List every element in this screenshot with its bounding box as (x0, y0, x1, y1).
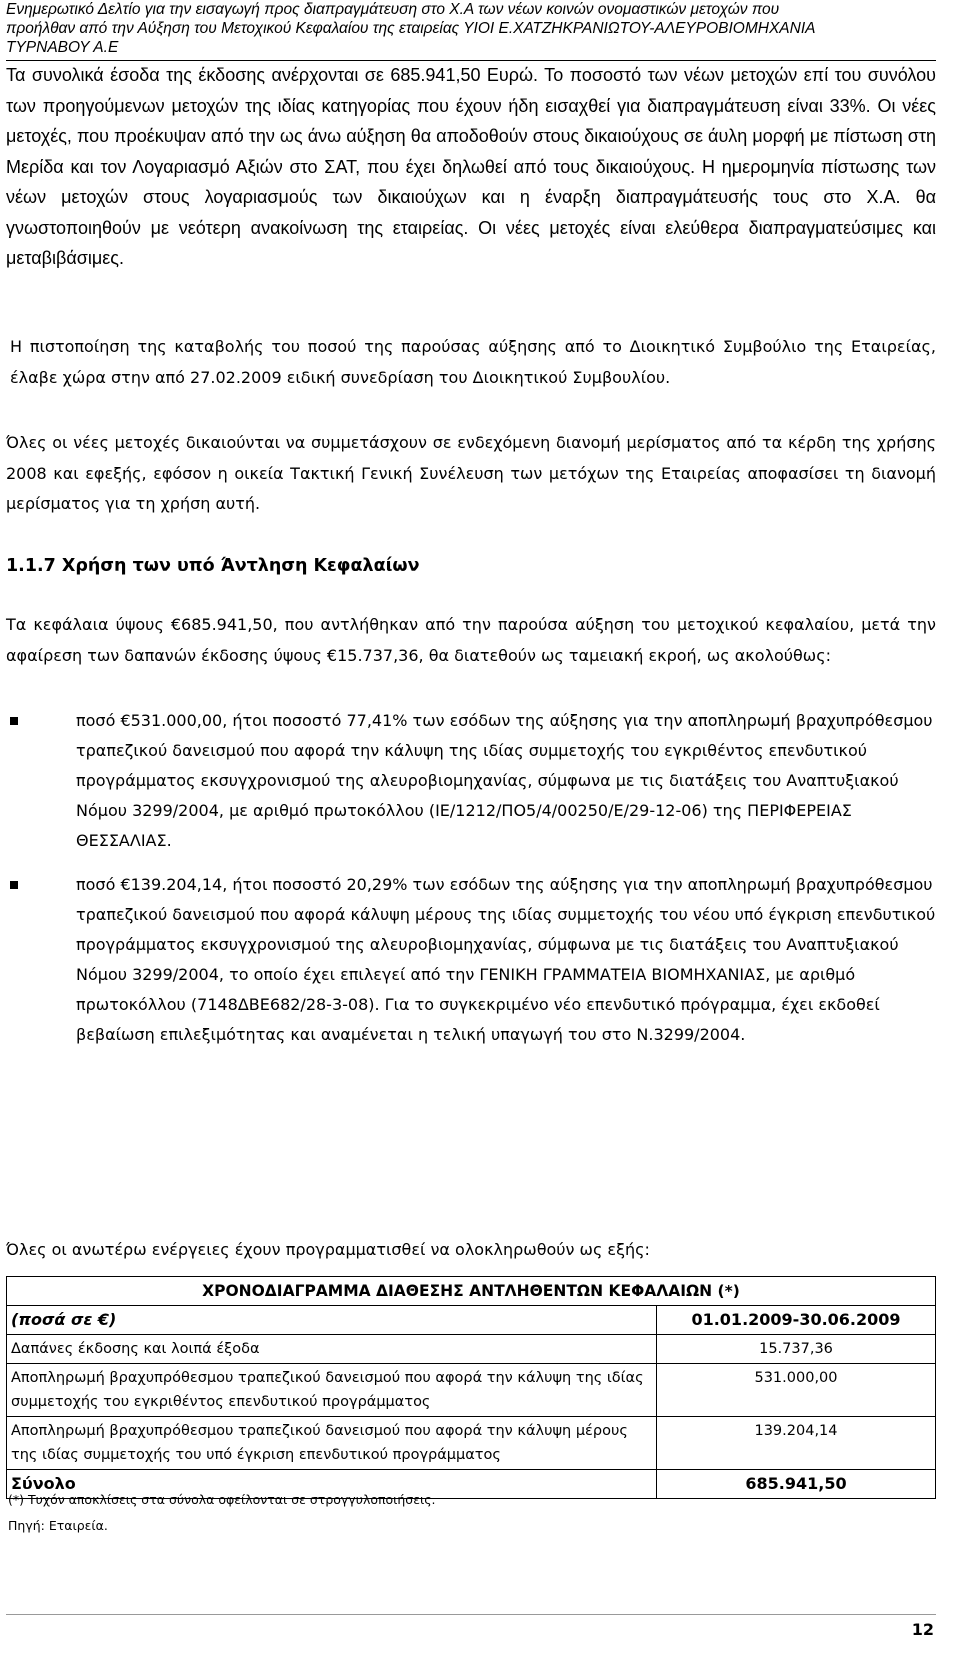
table-row (7, 1417, 936, 1470)
paragraph-issue-proceeds: Τα συνολικά έσοδα της έκδοσης ανέρχονται σε 685.941,50 Ευρώ. Το ποσοστό των νέων μετοχών επί του συνόλου των προηγούμενων μετοχών της ιδίας κατηγορίας που έχουν ήδη εισαχθεί για διαπραγμάτευση είναι 33%. Οι νέες μετοχές, που προέκυψαν από την ως άνω αύξηση θα αποδοθούν στους δικαιούχους σε άυλη μορφή με πίστωση στη Μερίδα και τον Λογαριασμό Αξιών στο ΣΑΤ, που έχει δηλωθεί από τους δικαιούχους. Η ημερομηνία πίστωσης των νέων μετοχών στους λογαριασμούς των δικαιούχων και η έναρξη διαπραγμάτευσής τους στο Χ.Α. θα γνωστοποιηθούν με νεότερη ανακοίνωση της εταιρείας. Οι νέες μετοχές είναι ελεύθερα διαπραγματεύσιμες και μεταβιβάσιμες. (6, 65, 936, 268)
row-label: Αποπληρωμή βραχυπρόθεσμου τραπεζικού δανεισμού που αφορά την κάλυψη της ιδίας συμμετοχής του εγκριθέντος επενδυτικού προγράμματος (7, 1364, 657, 1417)
header-line-2: προήλθαν από την Αύξηση του Μετοχικού Κεφαλαίου της εταιρείας ΥΙΟΙ Ε.ΧΑΤΖΗΚΡΑΝΙΩΤΟΥ-ΑΛΕΥΡΟΒΙΟΜΗΧΑΝΙΑ (6, 20, 816, 37)
header-line-1: Ενημερωτικό Δελτίο για την εισαγωγή προς διαπραγμάτευση στο Χ.Α των νέων κοινών ονομαστικών μετοχών που (6, 1, 780, 18)
list-item-text: ποσό €139.204,14, ήτοι ποσοστό 20,29% των εσόδων της αύξησης για την αποπληρωμή βραχυπρόθεσμου τραπεζικού δανεισμού που αφορά κάλυψη μέρους της ιδίας συμμετοχής του νέου υπό έγκριση επενδυτικού προγράμματος εκσυγχρονισμού της αλευροβιομηχανίας, σύμφωνα με τις διατάξεις του Αναπτυξιακού Νόμου 3299/2004, το οποίο έχει επιλεγεί από την ΓΕΝΙΚΗ ΓΡΑΜΜΑΤΕΙΑ ΒΙΟΜΗΧΑΝΙΑΣ, με αριθμό πρωτοκόλλου (7148ΔΒΕ682/28-3-08). Για το συγκεκριμένο νέο επενδυτικό πρόγραμμα, έχει εκδοθεί βεβαίωση επιλεξιμότητας και αναμένεται η τελική υπαγωγή του στο Ν.3299/2004. (76, 875, 936, 1044)
row-label: Δαπάνες έκδοσης και λοιπά έξοδα (7, 1335, 657, 1364)
paragraph-dividend-rights: Όλες οι νέες μετοχές δικαιούνται να συμμετάσχουν σε ενδεχόμενη διανομή μερίσματος από τα κέρδη της χρήσης 2008 και εφεξής, εφόσον η οικεία Τακτική Γενική Συνέλευση των μετόχων της Εταιρείας αποφασίσει τη διανομή μερίσματος για τη χρήση αυτή. (6, 433, 936, 513)
table-title: ΧΡΟΝΟΔΙΑΓΡΑΜΜΑ ΔΙΑΘΕΣΗΣ ΑΝΤΛΗΘΕΝΤΩΝ ΚΕΦΑΛΑΙΩΝ (*) (7, 1277, 936, 1306)
paragraph-certification: Η πιστοποίηση της καταβολής του ποσού της παρούσας αύξησης από το Διοικητικό Συμβούλιο της Εταιρείας, έλαβε χώρα στην από 27.02.2009 ειδική συνεδρίαση του Διοικητικού Συμβουλίου. (10, 337, 936, 387)
footer-divider (6, 1614, 936, 1615)
list-item-text: ποσό €531.000,00, ήτοι ποσοστό 77,41% των εσόδων της αύξησης για την αποπληρωμή βραχυπρόθεσμου τραπεζικού δανεισμού που αφορά την κάλυψη της ιδίας συμμετοχής του εγκριθέντος επενδυτικού προγράμματος εκσυγχρονισμού της αλευροβιομηχανίας, σύμφωνα με τις διατάξεις του Αναπτυξιακού Νόμου 3299/2004, με αριθμό πρωτοκόλλου (ΙΕ/1212/ΠΟ5/4/00250/Ε/29-12-06) της ΠΕΡΙΦΕΡΕΙΑΣ ΘΕΣΣΑΛΙΑΣ. (76, 711, 933, 850)
row-value: 531.000,00 (657, 1364, 936, 1417)
period-label: 01.01.2009-30.06.2009 (657, 1306, 936, 1335)
row-value: 139.204,14 (657, 1417, 936, 1470)
running-header (6, 0, 936, 61)
table-row (7, 1335, 936, 1364)
table-source: Πηγή: Εταιρεία. (8, 1518, 108, 1533)
row-value: 15.737,36 (657, 1335, 936, 1364)
schedule-table (6, 1276, 936, 1499)
table-footnote: (*) Τυχόν αποκλίσεις στα σύνολα οφείλονται σε στρογγυλοποιήσεις. (8, 1492, 436, 1507)
list-item (6, 706, 936, 856)
header-line-3: ΤΥΡΝΑΒΟΥ Α.Ε (6, 39, 119, 56)
square-bullet-icon (10, 881, 18, 889)
table-title-row (7, 1277, 936, 1306)
use-of-funds-list (6, 706, 936, 1064)
page-number: 12 (911, 1620, 934, 1639)
total-value: 685.941,50 (657, 1470, 936, 1499)
total-label: Σύνολο (7, 1470, 657, 1499)
section-heading: 1.1.7 Χρήση των υπό Άντληση Κεφαλαίων (6, 556, 420, 576)
table-row (7, 1364, 936, 1417)
paragraph-schedule-intro: Όλες οι ανωτέρω ενέργειες έχουν προγραμματισθεί να ολοκληρωθούν ως εξής: (6, 1240, 650, 1259)
table-header-row (7, 1306, 936, 1335)
row-label: Αποπληρωμή βραχυπρόθεσμου τραπεζικού δανεισμού που αφορά την κάλυψη μέρους της ιδίας συμμετοχής του υπό έγκριση επενδυτικού προγράμματος (7, 1417, 657, 1470)
unit-label: (ποσά σε €) (7, 1306, 657, 1335)
square-bullet-icon (10, 717, 18, 725)
list-item (6, 870, 936, 1050)
paragraph-use-of-funds: Τα κεφάλαια ύψους €685.941,50, που αντλήθηκαν από την παρούσα αύξηση του μετοχικού κεφαλαίου, μετά την αφαίρεση των δαπανών έκδοσης ύψους €15.737,36, θα διατεθούν ως ταμειακή εκροή, ως ακολούθως: (6, 615, 936, 665)
